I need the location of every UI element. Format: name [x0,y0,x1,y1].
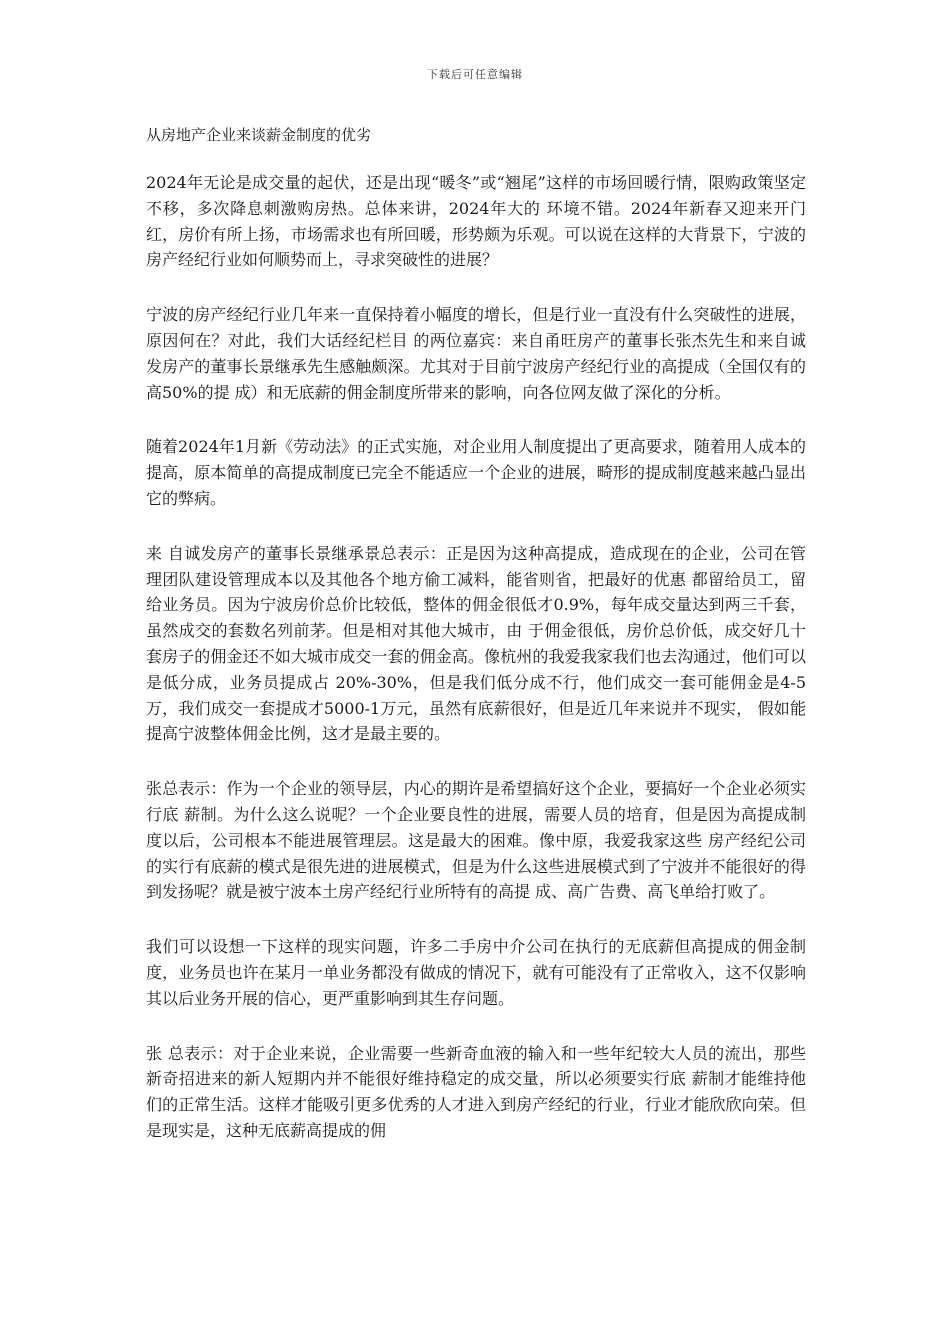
paragraph-industry-guests: 宁波的房产经纪行业几年来一直保持着小幅度的增长，但是行业一直没有什么突破性的进展，原因何在？对此，我们大话经纪栏目 的两位嘉宾：来自甬旺房产的董事长张杰先生和来自诚发房产的董事长景继承先生感触颇深。尤其对于目前宁波房产经纪行业的高提成（全国仅有的高50%的提 成）和无底薪的佣金制度所带来的影响，向各位网友做了深化的分析。 [146,305,806,402]
paragraph-jing-statement: 来 自诚发房产的董事长景继承景总表示：正是因为这种高提成，造成现在的企业，公司在管理团队建设管理成本以及其他各个地方偷工减料，能省则省，把最好的优惠 都留给员工，留给业务员。因为宁波房价总价比较低，整体的佣金很低才0.9%，每年成交量达到两三千套，虽然成交的套数名列前茅。但是相对其他大城市，由 于佣金很低，房价总价低，成交好几十套房子的佣金还不如大城市成交一套的佣金高。像杭州的我爱我家我们也去沟通过，他们可以是低分成，业务员提成占 20%-30%，但是我们低分成不行，他们成交一套可能佣金是4-5万，我们成交一套提成才5000-1万元，虽然有底薪很好，但是近几年来说并不现实， 假如能提高宁波整体佣金比例，这才是最主要的。 [146,543,806,744]
paragraph-market-overview: 2024年无论是成交量的起伏，还是出现“暖冬”或“翘尾”这样的市场回暖行情，限购政策坚定不移，多次降息刺激购房热。总体来讲，2024年大的 环境不错。2024年新春又迎来开门红，房价有所上扬，市场需求也有所回暖，形势颇为乐观。可以说在这样的大背景下，宁波的房产经纪行业如何顺势而上，寻求突破性的进展？ [146,173,806,270]
paragraph-zhang-base-salary: 张 总表示：对于企业来说，企业需要一些新奇血液的输入和一些年纪较大人员的流出，那些新奇招进来的新人短期内并不能很好维持稳定的成交量，所以必须要实行底 薪制才能维持他们的正常生活。这样才能吸引更多优秀的人才进入到房产经纪的行业，行业才能欣欣向荣。但是现实是，这种无底薪高提成的佣 [146,1043,806,1140]
paragraph-zhang-statement: 张总表示：作为一个企业的领导层，内心的期许是希望搞好这个企业，要搞好一个企业必须实行底 薪制。为什么这么说呢？一个企业要良性的进展，需要人员的培育，但是因为高提成制度以后，公司根本不能进展管理层。这是最大的困难。像中原，我爱我家这些 房产经纪公司的实行有底薪的模式是很先进的进展模式，但是为什么这些进展模式到了宁波并不能很好的得到发扬呢？就是被宁波本土房产经纪行业所特有的高提 成、高广告费、高飞单给打败了。 [146,779,806,902]
paragraph-reality-problem: 我们可以设想一下这样的现实问题，许多二手房中介公司在执行的无底薪但高提成的佣金制度，业务员也许在某月一单业务都没有做成的情况下，就有可能没有了正常收入，这不仅影响其以后业务开展的信心，更严重影响到其生存问题。 [146,937,806,1008]
document-title: 从房地产企业来谈薪金制度的优劣 [146,126,372,144]
document-body [146,170,806,1173]
paragraph-labor-law: 随着2024年1月新《劳动法》的正式实施，对企业用人制度提出了更高要求，随着用人成本的提高，原本简单的高提成制度已完全不能适应一个企业的进展，畸形的提成制度越来越凸显出它的弊病。 [146,437,806,508]
download-note: 下载后可任意编辑 [427,68,523,81]
